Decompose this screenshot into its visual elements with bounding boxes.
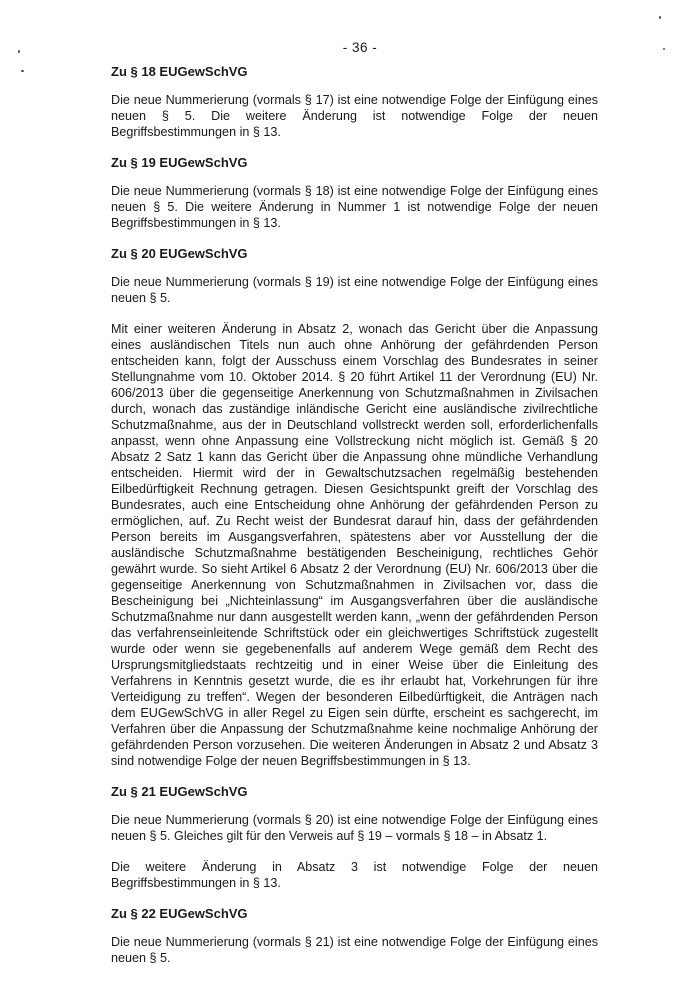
section-heading: Zu § 19 EUGewSchVG (111, 155, 248, 170)
scan-speck (659, 16, 661, 19)
section-paragraph: Die neue Nummerierung (vormals § 17) ist eine notwendige Folge der Einfügung eines neuen § 5. Die weitere Änderung ist notwendige Folge der neuen Begriffsbestimmungen in § 13. (111, 93, 598, 139)
section-paragraph: Die neue Nummerierung (vormals § 19) ist eine notwendige Folge der Einfügung eines neuen § 5. (111, 275, 598, 305)
section-heading: Zu § 21 EUGewSchVG (111, 784, 248, 799)
section-22 (111, 906, 598, 966)
section-paragraph: Die neue Nummerierung (vormals § 18) ist eine notwendige Folge der Einfügung eines neuen § 5. Die weitere Änderung in Nummer 1 ist notwendige Folge der neuen Begriffsbestimmungen in § 13. (111, 184, 598, 230)
scan-speck (663, 48, 665, 50)
section-19 (111, 155, 598, 231)
section-paragraph: Die neue Nummerierung (vormals § 21) ist eine notwendige Folge der Einfügung eines neuen § 5. (111, 935, 598, 965)
section-paragraph: Mit einer weiteren Änderung in Absatz 2, wonach das Gericht über die Anpassung eines ausländischen Titels nun auch ohne Anhörung der gefährdenden Person entscheiden kann, folgt der Ausschuss einem Vorschlag des Bundesrates in seiner Stellungnahme vom 10. Oktober 2014. § 20 führt Artikel 11 der Verordnung (EU) Nr. 606/2013 über die gegenseitige Anerkennung von Schutzmaßnahmen in Zivilsachen durch, wonach das zuständige inländische Gericht eine ausländische zivilrechtliche Schutzmaßnahme, aus der in Deutschland vollstreckt werden soll, erforderlichenfalls anpasst, wenn ohne Anpassung eine Vollstreckung nicht möglich ist. Gemäß § 20 Absatz 2 Satz 1 kann das Gericht über die Anpassung ohne mündliche Verhandlung entscheiden. Hiermit wird der in Gewaltschutzsachen regelmäßig bestehenden Eilbedürftigkeit Rechnung getragen. Diesen Gesichtspunkt greift der Vorschlag des Bundesrates, auch eine Entscheidung ohne Anhörung der gefährdenden Person zu ermöglichen, auf. Zu Recht weist der Bundesrat darauf hin, dass der gefährdenden Person bereits im Ausgangsverfahren, spätestens aber vor Ausstellung der die ausländische Schutzmaßnahme bestätigenden Bescheinigung, rechtliches Gehör gewährt wurde. So sieht Artikel 6 Absatz 2 der Verordnung (EU) Nr. 606/2013 über die gegenseitige Anerkennung von Schutzmaßnahmen in Zivilsachen vor, dass die Bescheinigung bei „Nichteinlassung“ im Ausgangsverfahren über die ausländische Schutzmaßnahme nur dann ausgestellt werden kann, „wenn der gefährdenden Person das verfahrenseinleitende Schriftstück oder ein gleichwertiges Schriftstück zugestellt wurde oder wenn sie gegebenenfalls auf anderem Wege gemäß dem Recht des Ursprungsmitgliedstaats rechtzeitig und in einer Weise über die Einleitung des Verfahrens in Kenntnis gesetzt wurde, die es ihr erlaubt hat, Vorkehrungen für ihre Verteidigung zu treffen“. Wegen der besonderen Eilbedürftigkeit, die Anträgen nach dem EUGewSchVG in aller Regel zu Eigen sein dürfte, erscheint es sachgerecht, im Verfahren über die Anpassung der Schutzmaßnahme keine nochmalige Anhörung der gefährdenden Person vorzusehen. Die weiteren Änderungen in Absatz 2 und Absatz 3 sind notwendige Folge der neuen Begriffsbestimmungen in § 13. (111, 322, 598, 768)
scan-speck (18, 50, 20, 53)
section-paragraph: Die neue Nummerierung (vormals § 20) ist eine notwendige Folge der Einfügung eines neuen § 5. Gleiches gilt für den Verweis auf § 19 – vormals § 18 – in Absatz 1. (111, 813, 598, 843)
section-heading: Zu § 22 EUGewSchVG (111, 906, 248, 921)
page-number: - 36 - (342, 40, 378, 55)
section-18 (111, 64, 598, 140)
section-heading: Zu § 18 EUGewSchVG (111, 64, 248, 79)
section-21 (111, 784, 598, 891)
document-body (111, 64, 598, 981)
section-20 (111, 246, 598, 769)
section-heading: Zu § 20 EUGewSchVG (111, 246, 248, 261)
section-paragraph: Die weitere Änderung in Absatz 3 ist notwendige Folge der neuen Begriffsbestimmungen in § 13. (111, 860, 598, 890)
scan-speck (21, 70, 24, 72)
